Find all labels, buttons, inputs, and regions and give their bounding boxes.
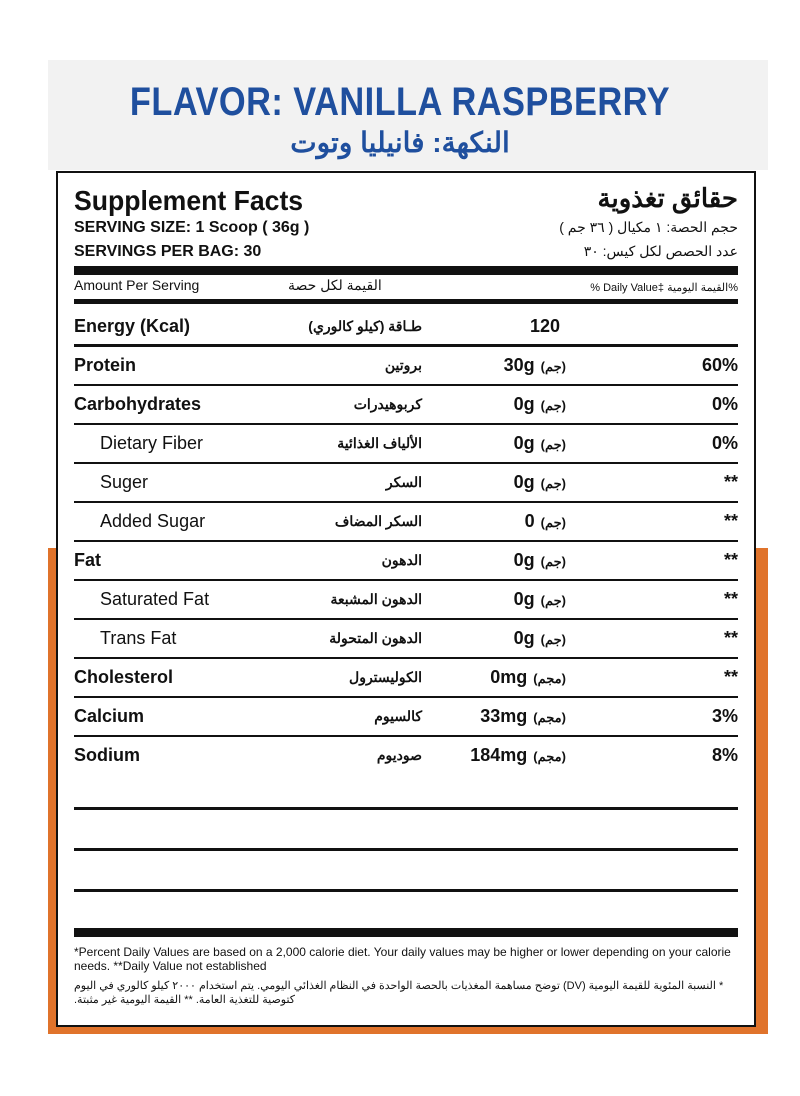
nutrient-name: Cholesterol [74, 667, 174, 687]
nutrient-row [74, 347, 738, 386]
nutrient-name: Suger [100, 472, 149, 492]
facts-title-arabic: حقائق تغذوية [597, 183, 738, 213]
nutrient-row [74, 581, 738, 620]
nutrient-name: Carbohydrates [74, 394, 202, 414]
nutrient-row [74, 464, 738, 503]
nutrient-unit-arabic: (جم) [540, 437, 566, 452]
servings-per-bag-arabic: عدد الحصص لكل كيس: ٣٠ [583, 243, 738, 259]
nutrient-amount: 184mg [470, 745, 528, 765]
blank-row-divider [74, 889, 738, 892]
nutrient-daily-value: ** [723, 628, 738, 648]
nutrient-amount-group [514, 628, 566, 649]
nutrient-row [74, 503, 738, 542]
nutrient-daily-value: 3% [711, 706, 738, 726]
nutrient-row [74, 737, 738, 776]
nutrient-amount-group [514, 394, 566, 415]
nutrient-name: Sodium [74, 745, 140, 765]
nutrient-amount: 0g [513, 628, 535, 648]
nutrient-row [74, 308, 738, 347]
nutrient-name: Trans Fat [100, 628, 177, 648]
nutrient-name: Added Sugar [100, 511, 206, 531]
amount-per-serving-label: Amount Per Serving [74, 277, 200, 293]
nutrient-name: Protein [74, 355, 137, 375]
nutrient-name-arabic: الدهون [381, 552, 422, 568]
nutrient-amount-group [514, 589, 566, 610]
nutrient-amount-group [514, 550, 566, 571]
nutrient-amount: 0g [513, 433, 535, 453]
nutrient-unit-arabic: (جم) [540, 554, 566, 569]
nutrient-row [74, 659, 738, 698]
nutrient-amount-group [470, 745, 566, 766]
nutrient-amount: 30g [503, 355, 535, 375]
nutrient-daily-value: 0% [711, 433, 738, 453]
nutrient-daily-value: ** [723, 472, 738, 492]
nutrient-name-arabic: كالسيوم [374, 708, 422, 724]
serving-size-arabic: حجم الحصة: ١ مكيال ( ٣٦ جم ) [559, 219, 738, 235]
nutrient-daily-value: 0% [711, 394, 738, 414]
nutrient-unit-arabic: (جم) [540, 515, 566, 530]
nutrient-name: Calcium [74, 706, 145, 726]
nutrient-amount: 0g [513, 472, 535, 492]
nutrient-amount-group [490, 667, 566, 688]
nutrient-unit-arabic: (جم) [540, 476, 566, 491]
nutrient-unit-arabic: (جم) [540, 593, 566, 608]
blank-row-divider [74, 848, 738, 851]
nutrient-name-arabic: طـاقة (كيلو كالوري) [308, 318, 422, 334]
nutrient-name: Dietary Fiber [100, 433, 204, 453]
nutrient-amount-group [530, 316, 566, 337]
nutrient-row [74, 542, 738, 581]
nutrient-name-arabic: الكوليسترول [349, 669, 422, 685]
nutrient-amount: 0mg [490, 667, 528, 687]
nutrient-row [74, 386, 738, 425]
nutrient-amount-group [525, 511, 566, 532]
nutrient-row [74, 425, 738, 464]
nutrient-amount-group [514, 472, 566, 493]
supplement-facts-panel [56, 171, 756, 1027]
nutrient-unit-arabic: (جم) [540, 398, 566, 413]
nutrient-name-arabic: صوديوم [376, 747, 422, 763]
nutrient-name-arabic: بروتين [384, 357, 422, 373]
flavor-title: FLAVOR: VANILLA RASPBERRY [129, 80, 671, 124]
nutrient-name-arabic: الألياف الغذائية [337, 435, 422, 451]
nutrient-name-arabic: كربوهيدرات [353, 396, 422, 412]
nutrient-row [74, 698, 738, 737]
nutrient-amount-group [514, 433, 566, 454]
nutrient-name-arabic: السكر [385, 474, 422, 490]
footnote-arabic: * النسبة المئوية للقيمة اليومية (DV) توضح مساهمة المغذيات بالحصة الواحدة في النظام الغذائي اليومي. يتم استخدام ٢٠٠٠ كيلو كالوري في اليوم كتوصية للتغذية العامة. ** القيمة اليومية غير مثبتة. [74, 980, 724, 1006]
nutrient-name-arabic: الدهون المشبعة [330, 591, 422, 607]
servings-per-bag: SERVINGS PER BAG: 30 [74, 243, 262, 260]
nutrient-daily-value: ** [723, 511, 738, 531]
nutrient-daily-value: 8% [711, 745, 738, 765]
nutrient-amount-group [480, 706, 566, 727]
nutrient-amount-group [504, 355, 566, 376]
amount-per-serving-label-arabic: القيمة لكل حصة [288, 277, 382, 293]
medium-divider [74, 299, 738, 304]
nutrient-unit-arabic: (جم) [540, 632, 566, 647]
nutrient-name: Energy (Kcal) [74, 316, 191, 336]
nutrient-unit-arabic: (مجم) [533, 710, 566, 725]
nutrient-daily-value: ** [723, 667, 738, 687]
nutrient-unit-arabic: (مجم) [533, 671, 566, 686]
nutrient-amount: 0g [513, 550, 535, 570]
blank-row-divider [74, 807, 738, 810]
nutrient-unit-arabic: (جم) [540, 359, 566, 374]
nutrient-amount: 0g [513, 589, 535, 609]
nutrient-daily-value: 60% [701, 355, 738, 375]
footnote-english: *Percent Daily Values are based on a 2,000 calorie diet. Your daily values may be higher or lower depending on your calorie needs. **Daily Value not established [74, 945, 731, 973]
nutrient-amount: 33mg [480, 706, 528, 726]
nutrient-amount: 0g [513, 394, 535, 414]
nutrient-row [74, 620, 738, 659]
flavor-title-arabic: النكهة: فانيليا وتوت [290, 127, 510, 158]
nutrient-amount: 120 [529, 316, 560, 336]
serving-size: SERVING SIZE: 1 Scoop ( 36g ) [74, 219, 310, 236]
facts-title: Supplement Facts [74, 185, 304, 216]
nutrient-name-arabic: الدهون المتحولة [329, 630, 422, 646]
thick-divider-bottom [74, 928, 738, 937]
nutrient-amount: 0 [524, 511, 535, 531]
nutrient-daily-value: ** [723, 550, 738, 570]
nutrient-name-arabic: السكر المضاف [334, 513, 422, 529]
nutrient-daily-value: ** [723, 589, 738, 609]
thick-divider [74, 266, 738, 275]
nutrient-name: Saturated Fat [100, 589, 210, 609]
nutrient-name: Fat [74, 550, 101, 570]
nutrient-unit-arabic: (مجم) [533, 749, 566, 764]
daily-value-label: % Daily Value‡ القيمة اليومية% [590, 282, 738, 294]
